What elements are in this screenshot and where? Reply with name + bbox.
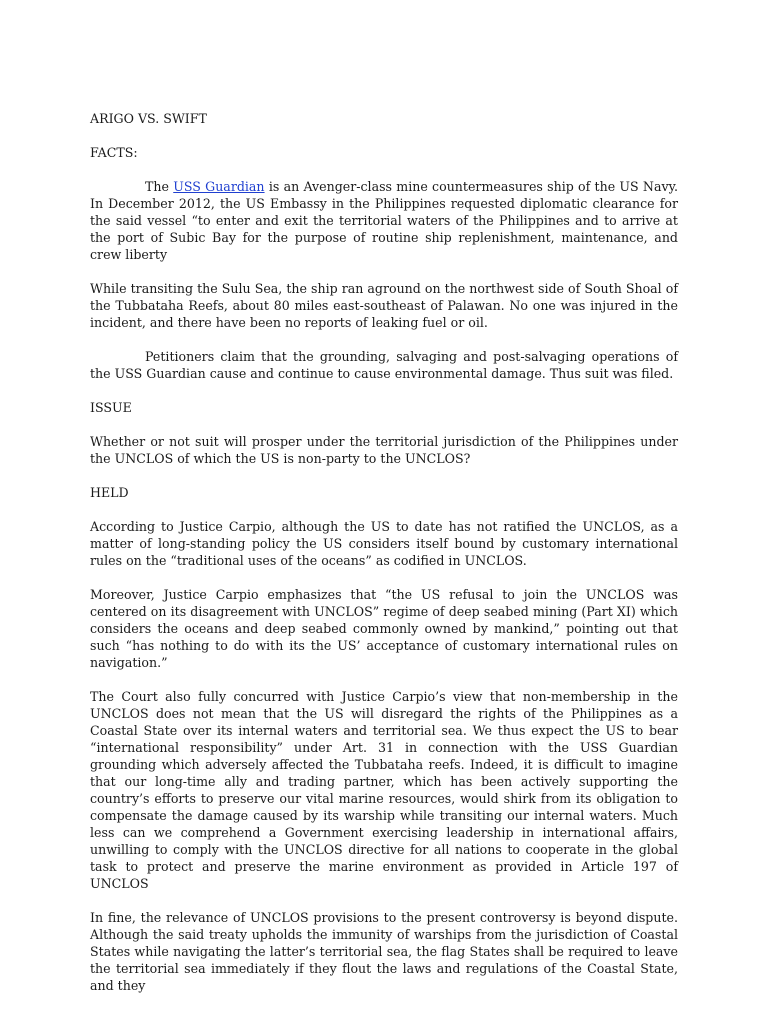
document-title: ARIGO VS. SWIFT — [90, 111, 207, 126]
held-paragraph-2: Moreover, Justice Carpio emphasizes that “the US refusal to join the UNCLOS was centered on its disagreement with UNCLOS” regime of deep seabed mining (Part XI) which considers the oceans and deep seabed commonly owned by mankind,” pointing out that such “has nothing to do with its the US’ acceptance of customary international rules on navigation.” — [90, 587, 678, 670]
held-heading: HELD — [90, 485, 129, 500]
uss-guardian-link[interactable]: USS Guardian — [173, 179, 265, 194]
held-paragraph-4: In fine, the relevance of UNCLOS provisions to the present controversy is beyond dispute. Although the said treaty upholds the immunity of warships from the jurisdiction of Coastal States while navigating the latter’s territorial sea, the flag States shall be required to leave the territorial sea immediately if they flout the laws and regulations of the Coastal State, and they — [90, 910, 678, 993]
issue-paragraph: Whether or not suit will prosper under the territorial jurisdiction of the Philippines under the UNCLOS of which the US is non-party to the UNCLOS? — [90, 434, 678, 466]
held-paragraph-1: According to Justice Carpio, although the US to date has not ratified the UNCLOS, as a matter of long-standing policy the US considers itself bound by customary international rules on the “traditional uses of the oceans” as codified in UNCLOS. — [90, 519, 678, 568]
document-page — [90, 110, 678, 1011]
facts-heading: FACTS: — [90, 145, 138, 160]
facts-paragraph-1 — [90, 178, 678, 263]
facts-paragraph-3: Petitioners claim that the grounding, salvaging and post-salvaging operations of the USS Guardian cause and continue to cause environmental damage. Thus suit was filed. — [90, 349, 678, 381]
facts-paragraph-2: While transiting the Sulu Sea, the ship ran aground on the northwest side of South Shoal of the Tubbataha Reefs, about 80 miles east-southeast of Palawan. No one was injured in the incident, and there have been no reports of leaking fuel or oil. — [90, 281, 678, 330]
facts-p1-rest: is an Avenger-class mine countermeasures ship of the US Navy. In December 2012, the US Embassy in the Philippines requested diplomatic clearance for the said vessel “to enter and exit the territorial waters of the Philippines and to arrive at the port of Subic Bay for the purpose of routine ship replenishment, maintenance, and crew liberty — [90, 179, 679, 262]
held-paragraph-3: The Court also fully concurred with Justice Carpio’s view that non-membership in the UNCLOS does not mean that the US will disregard the rights of the Philippines as a Coastal State over its internal waters and territorial sea. We thus expect the US to bear “international responsibility” under Art. 31 in connection with the USS Guardian grounding which adversely affected the Tubbataha reefs. Indeed, it is difficult to imagine that our long-time ally and trading partner, which has been actively supporting the country’s efforts to preserve our vital marine resources, would shirk from its obligation to compensate the damage caused by its warship while transiting our internal waters. Much less can we comprehend a Government exercising leadership in international affairs, unwilling to comply with the UNCLOS directive for all nations to cooperate in the global task to protect and preserve the marine environment as provided in Article 197 of UNCLOS — [90, 689, 678, 891]
facts-p1-lead: The — [145, 179, 174, 194]
issue-heading: ISSUE — [90, 400, 132, 415]
